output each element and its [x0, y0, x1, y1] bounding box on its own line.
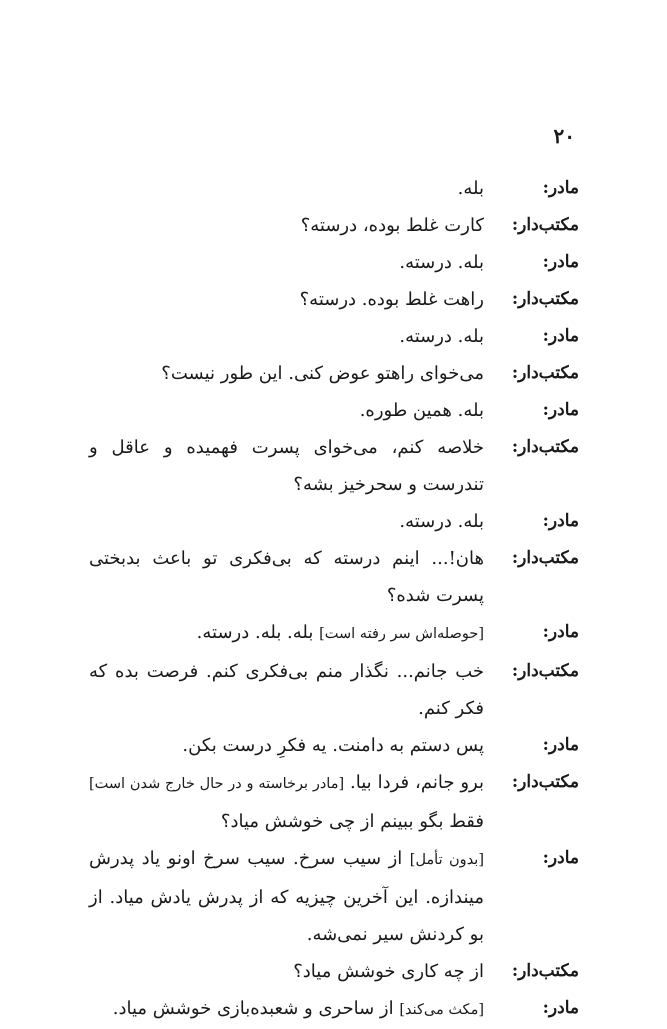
speaker-name: مادر:: [542, 400, 579, 420]
spoken-text: [89, 503, 484, 540]
spoken-text: [89, 207, 484, 244]
spoken-text: [89, 392, 484, 429]
dialogue-line: [89, 727, 579, 764]
speech-text: هان!... اینم درسته که بی‌فکری تو باعث بدبختی پسرت شده؟: [89, 548, 484, 606]
stage-direction: [بدون تأمل]: [409, 852, 484, 868]
speaker-name: مادر:: [542, 848, 579, 868]
speech-text: از سیب سرخ. سیب سرخ اونو یاد پدرش میندازه. این آخرین چیزیه که از پدرش یادش میاد. از بو کردنش سیر نمی‌شه.: [89, 848, 484, 945]
dialogue-line: [89, 355, 579, 392]
dialogue-line: [89, 653, 579, 727]
spoken-text: [89, 355, 484, 392]
dialogue-line: [89, 244, 579, 281]
page-number: ۲۰: [553, 124, 575, 148]
spoken-text: [89, 614, 484, 653]
stage-direction: [مکث می‌کند]: [399, 1002, 484, 1018]
dialogue-line: [89, 207, 579, 244]
speech-text: راهت غلط بوده. درسته؟: [299, 289, 484, 310]
spoken-text: [89, 653, 484, 727]
speaker-name: مادر:: [542, 326, 579, 346]
stage-direction: [حوصله‌اش سر رفته است]: [319, 626, 484, 642]
speech-text: کارت غلط بوده، درسته؟: [300, 215, 484, 236]
dialogue-line: [89, 429, 579, 503]
spoken-text: [89, 953, 484, 990]
speech-text: بله. درسته.: [399, 511, 484, 532]
dialogue-line: [89, 281, 579, 318]
speaker-name: مادر:: [542, 622, 579, 642]
speaker-name: مادر:: [542, 998, 579, 1018]
speech-text: بله. بله. درسته.: [196, 622, 320, 643]
spoken-text: [89, 840, 484, 953]
speaker-name: مکتب‌دار:: [511, 215, 579, 235]
dialogue-line: [89, 953, 579, 990]
dialogue-line: [89, 840, 579, 953]
spoken-text: [89, 540, 484, 614]
speech-text: بله. درسته.: [399, 252, 484, 273]
speech-text: بله. درسته.: [399, 326, 484, 347]
speaker-name: مکتب‌دار:: [511, 363, 579, 383]
dialogue-line: [89, 318, 579, 355]
speech-text: برو جانم، فردا بیا.: [344, 772, 484, 793]
speaker-name: مکتب‌دار:: [511, 661, 579, 681]
speech-text: خب جانم... نگذار منم بی‌فکری کنم. فرصت بده که فکر کنم.: [89, 661, 484, 719]
dialogue-line: [89, 764, 579, 840]
spoken-text: [89, 990, 484, 1029]
speech-text: فقط بگو ببینم از چی خوشش میاد؟: [220, 811, 484, 832]
spoken-text: [89, 764, 484, 840]
speech-text: از ساحری و شعبده‌بازی خوشش میاد.: [112, 998, 400, 1019]
speaker-name: مکتب‌دار:: [511, 437, 579, 457]
stage-direction: [مادر برخاسته و در حال خارج شدن است]: [89, 776, 345, 792]
speaker-name: مادر:: [542, 178, 579, 198]
spoken-text: [89, 170, 484, 207]
speech-text: می‌خوای راهتو عوض کنی. این طور نیست؟: [161, 363, 484, 384]
dialogue-line: [89, 503, 579, 540]
spoken-text: [89, 429, 484, 503]
dialogue-line: [89, 990, 579, 1029]
dialogue-block: [89, 170, 579, 1029]
speaker-name: مکتب‌دار:: [511, 961, 579, 981]
dialogue-line: [89, 170, 579, 207]
spoken-text: [89, 318, 484, 355]
spoken-text: [89, 281, 484, 318]
spoken-text: [89, 244, 484, 281]
dialogue-line: [89, 392, 579, 429]
spoken-text: [89, 727, 484, 764]
speaker-name: مکتب‌دار:: [511, 548, 579, 568]
speaker-name: مکتب‌دار:: [511, 289, 579, 309]
speech-text: بله.: [457, 178, 484, 199]
speech-text: بله. همین طوره.: [359, 400, 484, 421]
speech-text: خلاصه کنم، می‌خوای پسرت فهمیده و عاقل و تندرست و سحرخیز بشه؟: [89, 437, 484, 495]
speaker-name: مادر:: [542, 252, 579, 272]
speaker-name: مکتب‌دار:: [511, 772, 579, 792]
dialogue-line: [89, 540, 579, 614]
speaker-name: مادر:: [542, 735, 579, 755]
speech-text: پس دستم به دامنت. یه فکرِ درست بکن.: [182, 735, 484, 756]
dialogue-line: [89, 614, 579, 653]
speaker-name: مادر:: [542, 511, 579, 531]
speech-text: از چه کاری خوشش میاد؟: [293, 961, 484, 982]
